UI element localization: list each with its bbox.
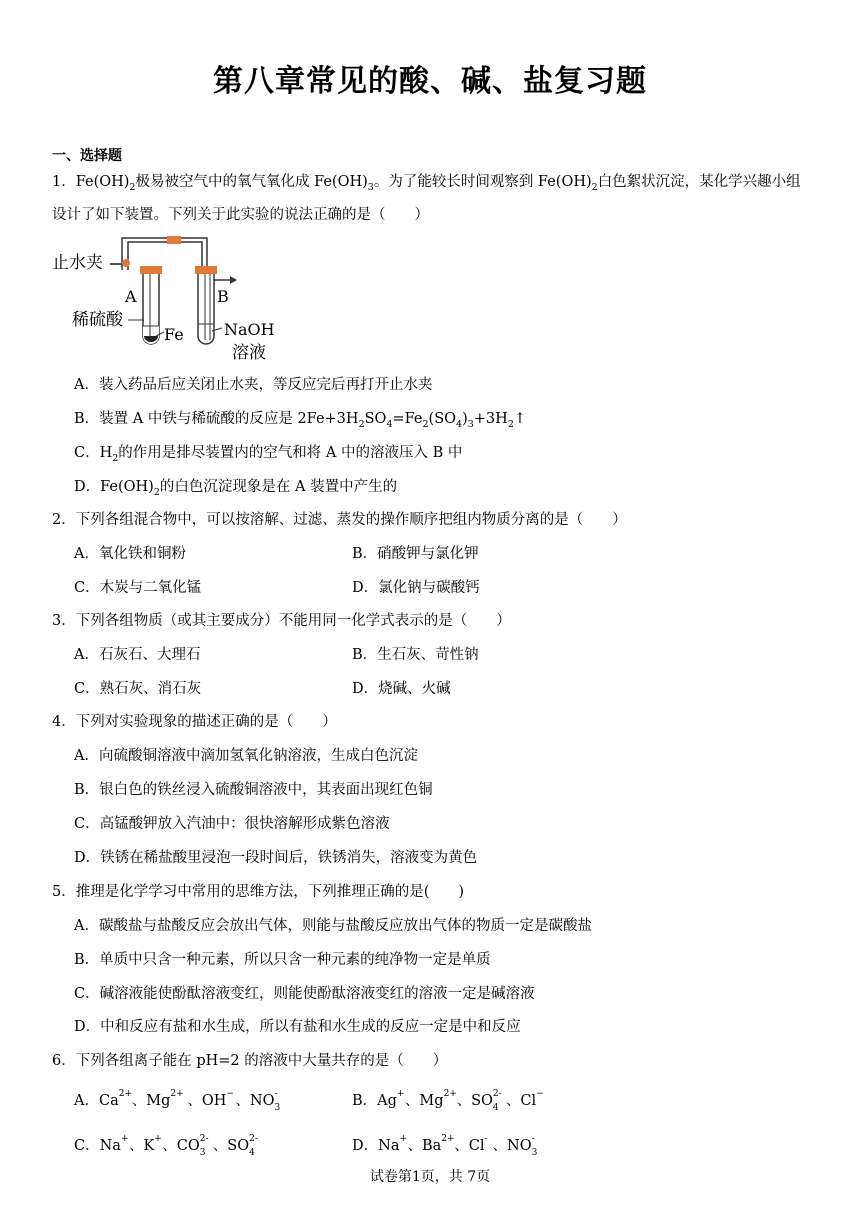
q5-option-c[interactable]: C．碱溶液能使酚酞溶液变红，则能使酚酞溶液变红的溶液一定是碱溶液 — [74, 986, 535, 1002]
q2-option-d[interactable]: D．氯化钠与碳酸钙 — [352, 580, 480, 596]
q2-option-a[interactable]: A．氧化铁和铜粉 — [74, 546, 186, 562]
q1-apparatus-figure — [52, 228, 292, 368]
q6-option-c[interactable]: C．Na + 、K + 、CO 2- 3 、SO 2- 4 — [74, 1134, 258, 1158]
q1-option-a[interactable]: A．装入药品后应关闭止水夹，等反应完后再打开止水夹 — [74, 377, 433, 393]
q1-option-d[interactable]: D．$Fe(OH)_2$的白色沉淀现象是在 A 装置中产生的 — [74, 479, 398, 498]
q4-option-a[interactable]: A．向硫酸铜溶液中滴加氢氧化钠溶液，生成白色沉淀 — [74, 748, 418, 764]
q1-option-c[interactable]: C．$H_2$的作用是排尽装置内的空气和将 A 中的溶液压入 B 中 — [74, 445, 463, 464]
q5-option-d[interactable]: D．中和反应有盐和水生成，所以有盐和水生成的反应一定是中和反应 — [74, 1019, 521, 1035]
q3-option-d[interactable]: D．烧碱、火碱 — [352, 681, 451, 697]
q5-option-a[interactable]: A．碳酸盐与盐酸反应会放出气体，则能与盐酸反应放出气体的物质一定是碳酸盐 — [74, 918, 592, 934]
q1-stem-line1: 1．$Fe(OH)_2$极易被空气中的氧气氧化成 $Fe(OH)_3$。为了能较长时间观察到 $Fe(OH)_2$白色絮状沉淀，某化学兴趣小组 — [52, 174, 801, 193]
fig-label-a: A — [125, 287, 137, 306]
page-title: 第八章常见的酸、碱、盐复习题 — [213, 64, 647, 99]
q3-stem: 3．下列各组物质（或其主要成分）不能用同一化学式表示的是（ ） — [52, 613, 511, 629]
fig-naoh-label: NaOH — [224, 320, 275, 339]
q6-option-a[interactable]: A．Ca 2+ 、Mg 2+ 、OH − 、NO - 3 — [74, 1089, 281, 1113]
q3-option-b[interactable]: B．生石灰、苛性钠 — [352, 647, 479, 663]
q2-option-c[interactable]: C．木炭与二氧化锰 — [74, 580, 202, 596]
q6-option-b[interactable]: B．Ag + 、Mg 2+ 、SO 2- 4 、Cl − — [352, 1089, 544, 1113]
q2-stem: 2．下列各组混合物中，可以按溶解、过滤、蒸发的操作顺序把组内物质分离的是（ ） — [52, 512, 627, 528]
q1-stem-line2: 设计了如下装置。下列关于此实验的说法正确的是（ ） — [52, 207, 429, 223]
fig-solution-label: 溶液 — [232, 343, 266, 363]
q5-stem: 5．推理是化学学习中常用的思维方法，下列推理正确的是( ) — [52, 884, 465, 900]
q5-option-b[interactable]: B．单质中只含一种元素，所以只含一种元素的纯净物一定是单质 — [74, 952, 491, 968]
q4-option-d[interactable]: D．铁锈在稀盐酸里浸泡一段时间后，铁锈消失，溶液变为黄色 — [74, 850, 478, 866]
q4-stem: 4．下列对实验现象的描述正确的是（ ） — [52, 714, 337, 730]
q1-option-b[interactable]: B．装置 A 中铁与稀硫酸的反应是 $2Fe+3H_2SO_4=Fe_2(SO_4)_3+3H_2↑$ — [74, 411, 527, 430]
q4-option-c[interactable]: C．高锰酸钾放入汽油中：很快溶解形成紫色溶液 — [74, 816, 390, 832]
page-footer: 试卷第1页，共 7页 — [369, 1169, 491, 1185]
q6-stem: 6．下列各组离子能在 pH=2 的溶液中大量共存的是（ ） — [52, 1053, 448, 1069]
section-heading: 一、选择题 — [52, 148, 122, 164]
fig-acid-label: 稀硫酸 — [72, 310, 123, 330]
q4-option-b[interactable]: B．银白色的铁丝浸入硫酸铜溶液中，其表面出现红色铜 — [74, 782, 433, 798]
q3-option-c[interactable]: C．熟石灰、消石灰 — [74, 681, 202, 697]
fig-fe-label: Fe — [164, 325, 184, 344]
q6-option-d[interactable]: D．Na + 、Ba 2+ 、Cl - 、NO - 3 — [352, 1134, 538, 1158]
fig-clamp-label: 止水夹 — [52, 253, 103, 273]
fig-label-b: B — [217, 287, 229, 306]
q3-option-a[interactable]: A．石灰石、大理石 — [74, 647, 201, 663]
q2-option-b[interactable]: B．硝酸钾与氯化钾 — [352, 546, 479, 562]
